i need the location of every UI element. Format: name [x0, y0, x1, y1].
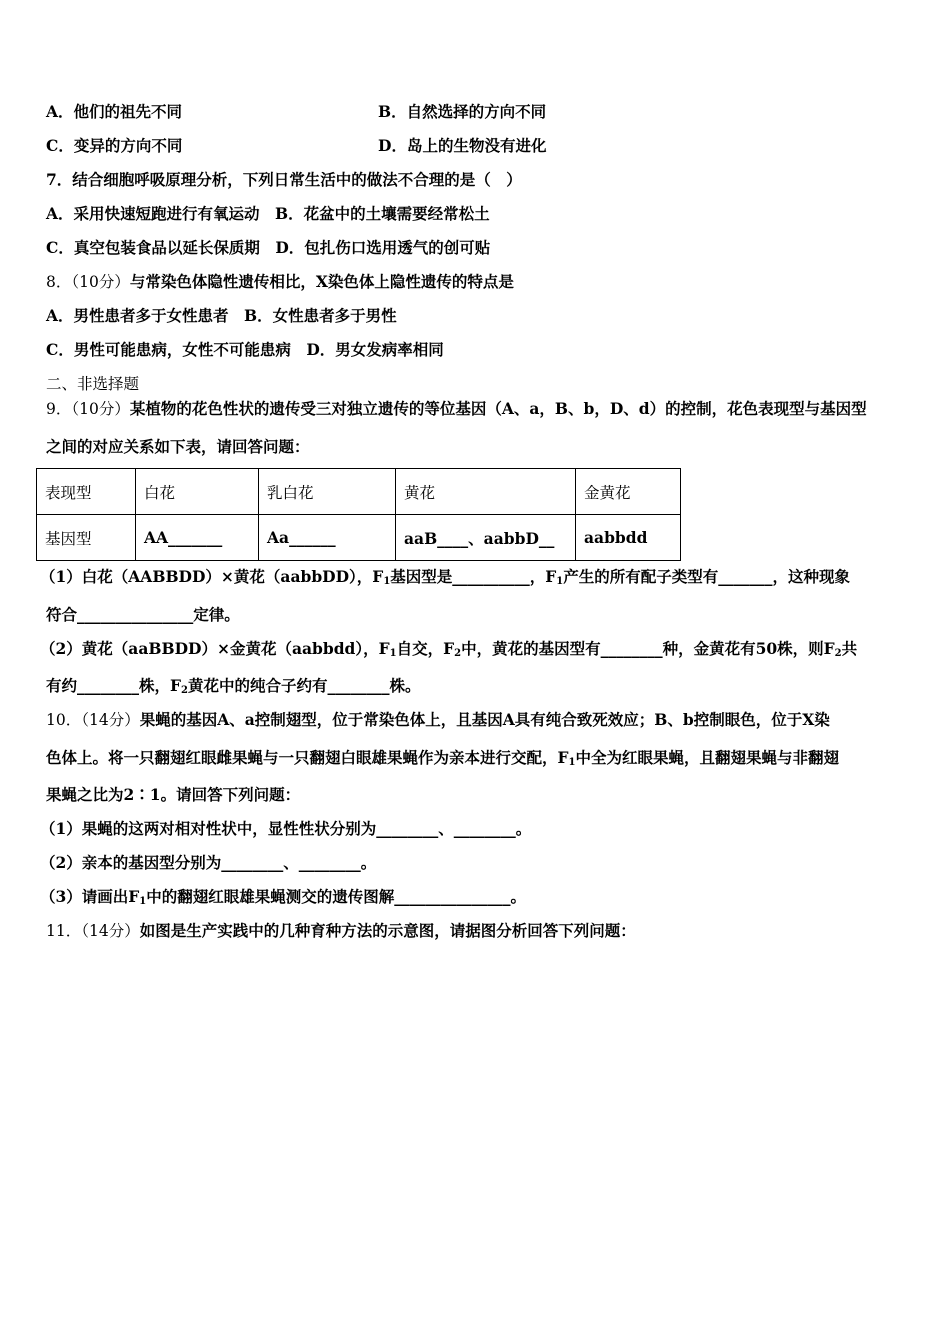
q10-line3: 果蝇之比为2∶1。请回答下列问题： — [46, 785, 301, 804]
q9-part2-text: 有约________株，F — [46, 676, 182, 695]
table-cell: 表现型 — [37, 469, 136, 515]
q7-stem: 7．结合细胞呼吸原理分析，下列日常生活中的做法不合理的是（ ） — [46, 170, 522, 189]
q10-part1: （1）果蝇的这两对相对性状中，显性性状分别为________、________。 — [40, 819, 532, 838]
q8-stem — [46, 271, 514, 293]
q9-part2-text: 共 — [841, 639, 858, 658]
q7-options-row2: C．真空包装食品以延长保质期 D．包扎伤口选用透气的创可贴 — [46, 238, 491, 257]
table-header-row — [37, 469, 681, 515]
section-heading: 二、非选择题 — [46, 375, 140, 393]
q9-part2-line2 — [46, 675, 421, 697]
genotype-table — [36, 468, 681, 561]
q8-stem-text: 与常染色体隐性遗传相比，X染色体上隐性遗传的特点是 — [129, 272, 514, 291]
q6-option-b: B．自然选择的方向不同 — [378, 102, 547, 121]
q6-option-c: C．变异的方向不同 — [46, 136, 183, 155]
q11-stem-text: 如图是生产实践中的几种育种方法的示意图，请据图分析回答下列问题： — [139, 921, 636, 940]
q10-part3-text: 中的翻翅红眼雄果蝇测交的遗传图解_______________。 — [146, 887, 527, 906]
table-cell: aabbdd — [576, 515, 681, 561]
subscript: 1 — [568, 757, 576, 768]
q7-options-row1: A．采用快速短跑进行有氧运动 B．花盆中的土壤需要经常松土 — [46, 204, 490, 223]
table-cell: 黄花 — [396, 469, 576, 515]
q9-line2: 之间的对应关系如下表，请回答问题： — [46, 437, 310, 456]
q10-part2: （2）亲本的基因型分别为________、________。 — [40, 853, 377, 872]
subscript: 2 — [834, 648, 842, 659]
q9-stem-1: 某植物的花色性状的遗传受三对独立遗传的等位基因（A、a，B、b，D、d）的控制，花色表现型与基因型 — [129, 399, 867, 418]
subscript: 1 — [139, 896, 147, 907]
subscript: 2 — [454, 648, 462, 659]
q10-line1 — [46, 709, 830, 731]
q9-line1 — [46, 398, 867, 420]
q9-part1-line1 — [40, 566, 850, 588]
table-cell: 乳白花 — [259, 469, 396, 515]
q9-part1-text: 基因型是__________，F — [390, 567, 557, 586]
q8-options-row1: A．男性患者多于女性患者 B．女性患者多于男性 — [46, 306, 397, 325]
table-cell: 基因型 — [37, 515, 136, 561]
table-row — [37, 515, 681, 561]
q10-stem-text: 色体上。将一只翻翅红眼雌果蝇与一只翻翅白眼雄果蝇作为亲本进行交配，F — [46, 748, 569, 767]
q9-part2-line1 — [40, 638, 857, 660]
subscript: 2 — [181, 685, 188, 696]
q10-part3-text: （3）请画出F — [40, 887, 140, 906]
q8-options-row2: C．男性可能患病，女性不可能患病 D．男女发病率相同 — [46, 340, 444, 359]
table-cell: 白花 — [136, 469, 259, 515]
q9-part2-text: 黄花中的纯合子约有________株。 — [187, 676, 421, 695]
q11-number: 11．（14分） — [46, 922, 140, 940]
q9-part1-line2: 符合_______________定律。 — [46, 605, 240, 624]
q10-line2 — [46, 747, 839, 769]
subscript: 1 — [389, 648, 397, 659]
subscript: 1 — [383, 576, 391, 587]
q11-stem — [46, 920, 636, 942]
q10-part3 — [40, 886, 526, 908]
q8-number: 8．（10分） — [46, 273, 130, 291]
q6-option-a: A．他们的祖先不同 — [46, 102, 183, 121]
table-cell: AA_______ — [136, 515, 259, 561]
q10-stem-text: 中全为红眼果蝇，且翻翅果蝇与非翻翅 — [575, 748, 839, 767]
q9-part2-text: 中，黄花的基因型有________种，金黄花有50株，则F — [461, 639, 835, 658]
q9-part2-text: 自交，F — [396, 639, 455, 658]
subscript: 1 — [556, 576, 564, 587]
q10-stem-1: 果蝇的基因A、a控制翅型，位于常染色体上，且基因A具有纯合致死效应；B、b控制眼色，位于X染 — [139, 710, 830, 729]
q9-part1-text: 产生的所有配子类型有_______，这种现象 — [563, 567, 851, 586]
q9-number: 9．（10分） — [46, 400, 130, 418]
table-cell: 金黄花 — [576, 469, 681, 515]
q9-part2-text: （2）黄花（aaBBDD）×金黄花（aabbdd），F — [40, 639, 390, 658]
table-cell: aaB____、aabbD__ — [396, 515, 576, 561]
q9-part1-text: （1）白花（AABBDD）×黄花（aabbDD），F — [40, 567, 384, 586]
table-cell: Aa______ — [259, 515, 396, 561]
q10-number: 10．（14分） — [46, 711, 140, 729]
q6-option-d: D．岛上的生物没有进化 — [378, 136, 547, 155]
